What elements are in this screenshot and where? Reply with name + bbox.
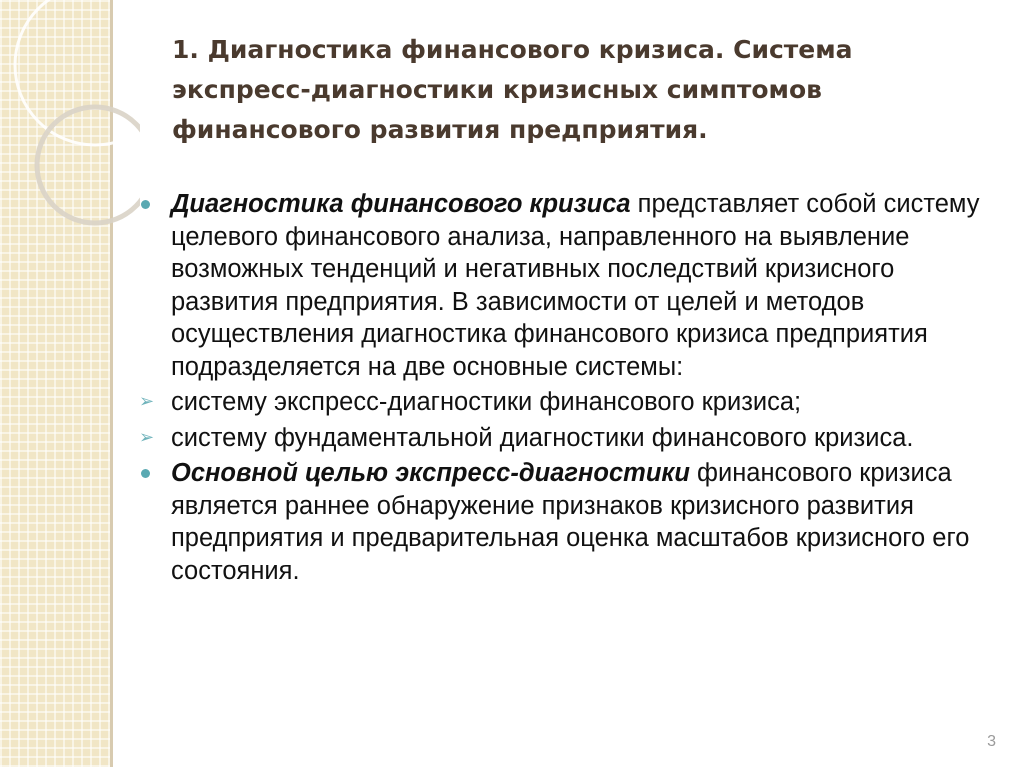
- bullet-dot-icon: [137, 188, 150, 209]
- item-text: представляет собой систему целевого финансового анализа, направленного на выявление возможных тенденций и негативных последствий кризисного развития предприятия. В зависимости от целей и методов осуществления диагностика финансового кризиса предприятия подразделяется на две основные системы:: [171, 190, 980, 381]
- list-item-express-diagnostics: [137, 386, 987, 419]
- arrow-bullet-icon: ➢: [139, 391, 155, 412]
- arrow-bullet-icon: ➢: [139, 426, 155, 448]
- bullet-dot-icon: [137, 457, 150, 478]
- list-item-main-goal: [137, 457, 987, 587]
- emphasized-term: Диагностика финансового кризиса: [171, 190, 631, 218]
- item-text: финансового кризиса является раннее обнаружение признаков кризисного развития предприятия и предварительная оценка масштабов кризисного его состояния.: [171, 459, 970, 585]
- decorative-circles: [0, 0, 140, 260]
- page-number: 3: [987, 733, 996, 750]
- list-item-definition: [137, 188, 987, 383]
- list-item-fundamental-diagnostics: [137, 422, 987, 455]
- slide-title: 1. Диагностика финансового кризиса. Система экспресс-диагностики кризисных симптомов финансового развития предприятия.: [172, 35, 853, 144]
- item-text: систему экспресс-диагностики финансового кризиса;: [171, 388, 802, 416]
- emphasized-term: Основной целью экспресс-диагностики: [171, 459, 690, 487]
- item-text: систему фундаментальной диагностики финансового кризиса.: [171, 423, 914, 452]
- slide-body: [137, 188, 987, 590]
